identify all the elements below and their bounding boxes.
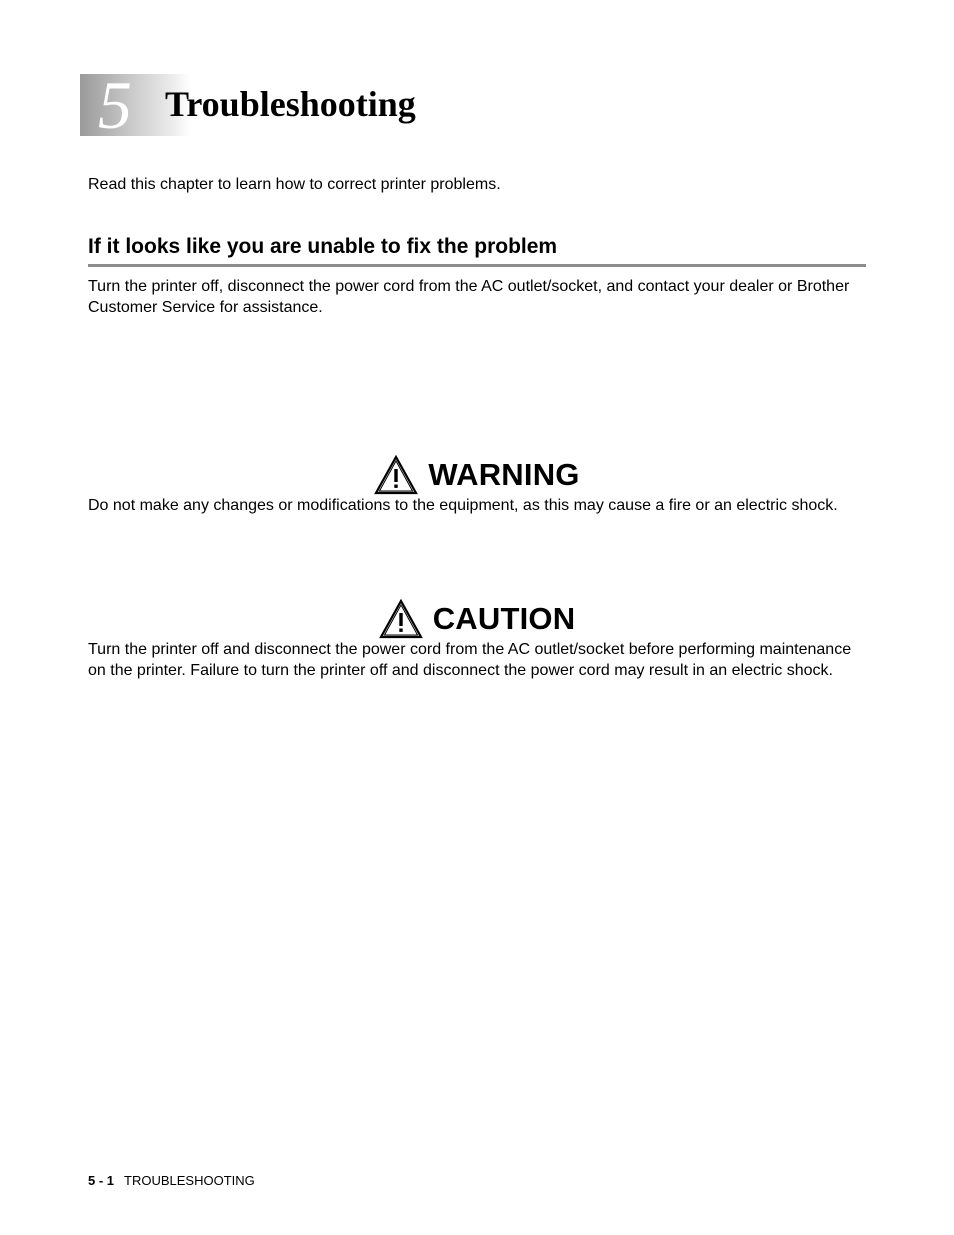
intro-text: Read this chapter to learn how to correct printer problems. [88,176,501,193]
caution-heading [0,599,954,639]
caution-text: Turn the printer off and disconnect the power cord from the AC outlet/socket before performing maintenance on the printer. Failure to turn the printer off and disconnect the power cord may result in an electric shock. [88,641,852,679]
warning-label: WARNING [428,457,580,492]
chapter-number: 5 [98,67,132,143]
section-heading: If it looks like you are unable to fix the problem [88,233,866,267]
warning-triangle-icon [374,455,418,495]
section-body: Turn the printer off, disconnect the power cord from the AC outlet/socket, and contact your dealer or Brother Customer Service for assistance. [88,278,850,316]
warning-text: Do not make any changes or modifications to the equipment, as this may cause a fire or an electric shock. [88,497,838,514]
warning-triangle-icon [379,599,423,639]
chapter-title: Troubleshooting [165,84,416,124]
page-footer [88,1173,255,1189]
chapter-header [80,67,500,143]
page-number: 5 - 1 [88,1173,115,1188]
caution-label: CAUTION [432,601,576,636]
warning-heading [0,455,954,495]
footer-section: TROUBLESHOOTING [124,1173,255,1188]
